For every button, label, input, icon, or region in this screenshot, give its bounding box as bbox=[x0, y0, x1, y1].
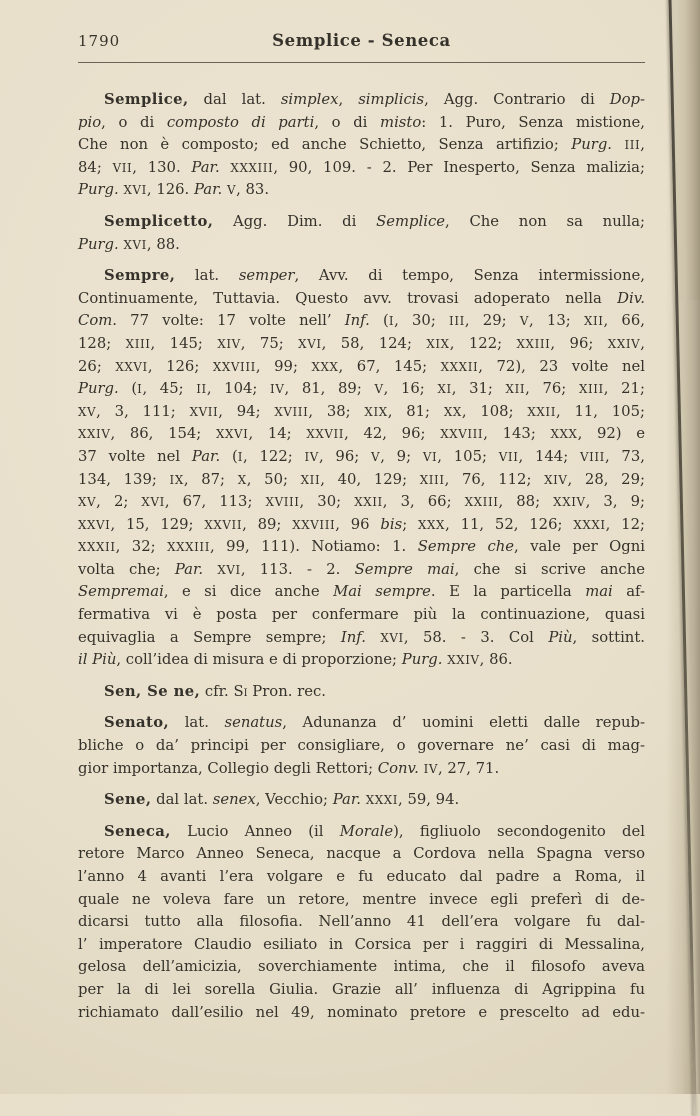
text-line: XV, 2; XVI, 67, 113; XVIII, 30; XXII, 3, 66; XXIII, 88; XXIV, 3, 9; bbox=[78, 493, 646, 511]
text-line: Com. 77 volte: 17 volte nell’ Inf. (I, 30; III, 29; V, 13; XII, 66, bbox=[78, 312, 645, 330]
entry-sen bbox=[78, 681, 645, 704]
page-edge-shadow bbox=[666, 0, 700, 1094]
entry-semplice bbox=[78, 89, 645, 202]
text-line: Semplice, dal lat. simplex, simplicis, Agg. Contrario di Dop- bbox=[104, 91, 645, 108]
text-line: Senato, lat. senatus, Adunanza d’ uomini eletti dalle repub- bbox=[104, 714, 645, 732]
entry-sene bbox=[78, 789, 645, 812]
page-header bbox=[78, 31, 645, 55]
text-line: XXIV, 86, 154; XXVI, 14; XXVII, 42, 96; XXVIII, 143; XXX, 92) e bbox=[78, 425, 645, 443]
entry-senato bbox=[78, 712, 645, 780]
header-rule bbox=[78, 62, 645, 63]
text-line: 84; VII, 130. Par. XXXIII, 90, 109. - 2. Per Inesperto, Senza malizia; bbox=[78, 158, 645, 176]
text-line: Sene, dal lat. senex, Vecchio; Par. XXXI, 59, 94. bbox=[104, 791, 460, 809]
text-line: Sempremai, e si dice anche Mai sempre. E la particella mai af- bbox=[78, 583, 646, 601]
text-line: Purg. (I, 45; II, 104; IV, 81, 89; V, 16; XI, 31; XII, 76; XIII, 21; bbox=[78, 380, 645, 398]
text-line: volta che; Par. XVI, 113. - 2. Sempre mai, che si scrive anche bbox=[78, 560, 646, 578]
entry-seneca bbox=[78, 821, 645, 1024]
text-line: l’anno 4 avanti l’era volgare e fu educato dal padre a Roma, il bbox=[78, 868, 645, 885]
text-line: per la di lei sorella Giulia. Grazie all’ influenza di Agrippina fu bbox=[78, 980, 645, 998]
text-line: il Più, coll’idea di misura e di proporzione; Purg. XXIV, 86. bbox=[78, 651, 513, 669]
running-head-title: Semplice - Seneca bbox=[272, 31, 451, 50]
page-edge-highlight bbox=[674, 0, 700, 300]
text-line: pio, o di composto di parti, o di misto: 1. Puro, Senza mistione, bbox=[78, 113, 645, 131]
text-line: Semplicetto, Agg. Dim. di Semplice, Che non sa nulla; bbox=[104, 212, 646, 230]
dictionary-entries bbox=[78, 89, 645, 1024]
text-line: Continuamente, Tuttavia. Questo avv. trovasi adoperato nella Div. bbox=[78, 289, 645, 307]
text-line: Purg. XVI, 88. bbox=[78, 235, 180, 253]
page-number: 1790 bbox=[78, 32, 121, 50]
text-line: bliche o da’ principi per consigliare, o governare ne’ casi di mag- bbox=[78, 737, 645, 755]
text-line: XV, 3, 111; XVII, 94; XVIII, 38; XIX, 81; XX, 108; XXII, 11, 105; bbox=[78, 402, 645, 420]
text-line: XXXII, 32; XXXIII, 99, 111). Notiamo: 1. Sempre che, vale per Ogni bbox=[78, 538, 645, 556]
text-line: dicarsi tutto alla filosofia. Nell’anno 41 dell’era volgare fu dal- bbox=[78, 913, 645, 931]
entry-sempre bbox=[78, 265, 645, 672]
text-line: 128; XIII, 145; XIV, 75; XVI, 58, 124; XIX, 122; XXIII, 96; XXIV, bbox=[78, 334, 645, 352]
text-line: Seneca, Lucio Anneo (il Morale), figliuolo secondogenito del bbox=[104, 822, 645, 840]
text-line: richiamato dall’esilio nel 49, nominato pretore e prescelto ad edu- bbox=[78, 1003, 645, 1021]
text-line: l’ imperatore Claudio esiliato in Corsica per i raggiri di Messalina, bbox=[78, 935, 645, 953]
book-page bbox=[78, 31, 645, 1024]
text-line: XXVI, 15, 129; XXVII, 89; XXVIII, 96 bis; XXX, 11, 52, 126; XXXI, 12; bbox=[78, 515, 645, 533]
text-line: fermativa vi è posta per confermare più la continuazione, quasi bbox=[78, 606, 645, 624]
text-line: Purg. XVI, 126. Par. V, 83. bbox=[78, 181, 270, 199]
text-line: 26; XXVI, 126; XXVIII, 99; XXX, 67, 145; XXXII, 72), 23 volte nel bbox=[78, 357, 645, 375]
text-line: 134, 139; IX, 87; X, 50; XII, 40, 129; XIII, 76, 112; XIV, 28, 29; bbox=[78, 470, 645, 488]
text-line: retore Marco Anneo Seneca, nacque a Cordova nella Spagna verso bbox=[78, 845, 645, 863]
text-line: Che non è composto; ed anche Schietto, Senza artifizio; Purg. III, bbox=[78, 136, 645, 154]
text-line: 37 volte nel Par. (I, 122; IV, 96; V, 9; VI, 105; VII, 144; VIII, 73, bbox=[78, 447, 645, 465]
text-line: gelosa dell’amicizia, soverchiamente intima, che il filosofo aveva bbox=[78, 958, 645, 976]
entry-semplicetto bbox=[78, 211, 645, 256]
text-line: gior importanza, Collegio degli Rettori; Conv. IV, 27, 71. bbox=[78, 759, 500, 777]
text-line: quale ne voleva fare un retore, mentre invece egli preferì di de- bbox=[78, 890, 645, 908]
page-edge-line bbox=[668, 0, 697, 1116]
text-line: equivaglia a Sempre sempre; Inf. XVI, 58. - 3. Col Più, sottint. bbox=[78, 628, 645, 646]
text-line: Sen, Se ne, cfr. Si Pron. rec. bbox=[104, 682, 326, 700]
text-line: Sempre, lat. semper, Avv. di tempo, Senza intermissione, bbox=[104, 267, 645, 285]
